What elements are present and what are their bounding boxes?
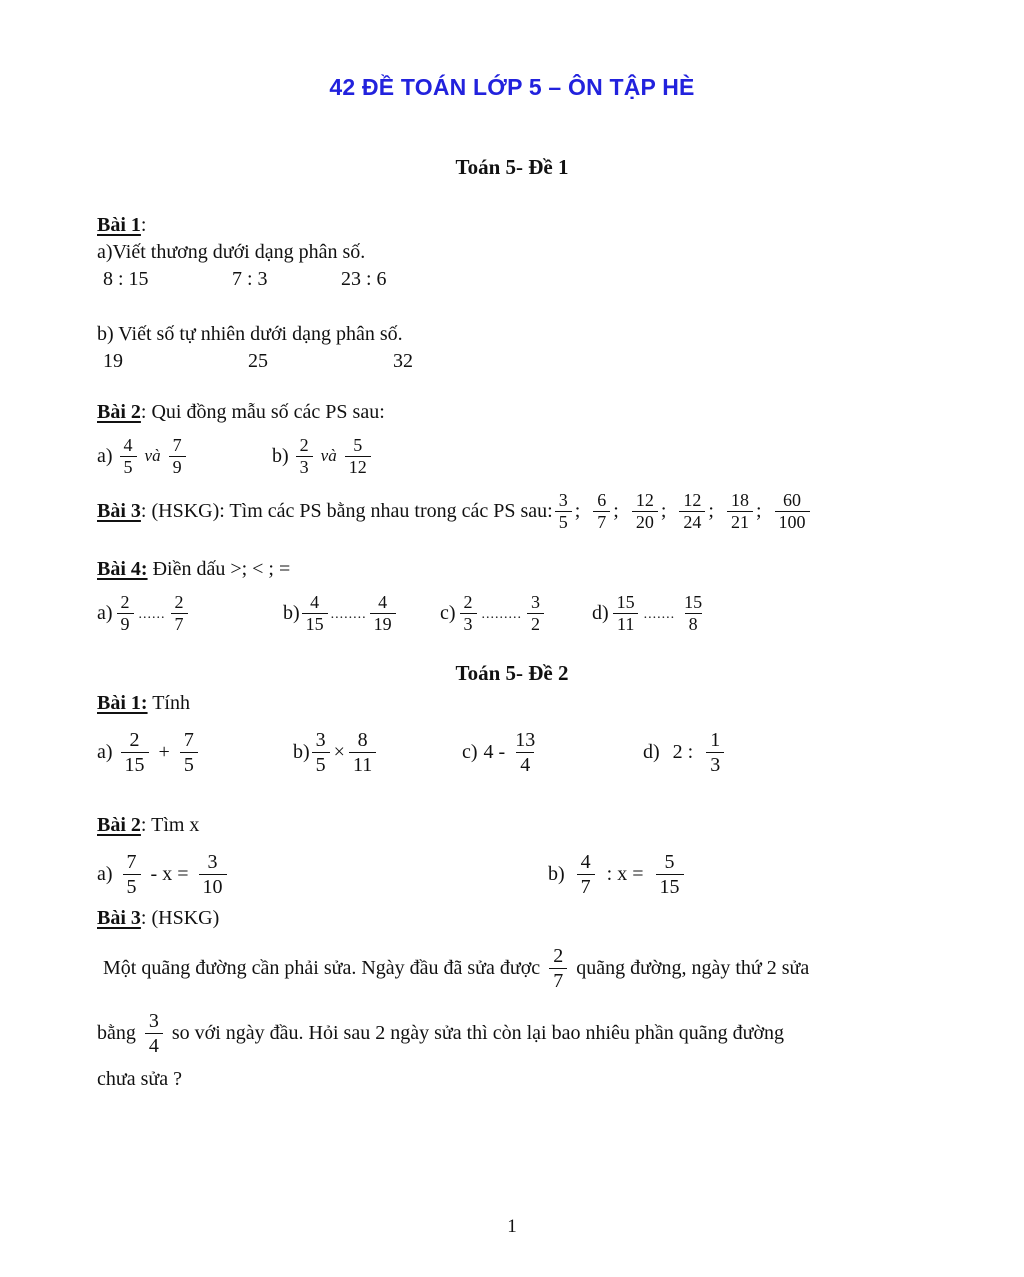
de1-bai1-label-line xyxy=(97,214,146,237)
de1-bai1-line-a: a)Viết thương dưới dạng phân số. xyxy=(97,241,366,263)
dotted-blank: ......... xyxy=(481,607,523,622)
de1-bai2-label: Bài 2 xyxy=(97,401,141,423)
de1-bai1-label: Bài 1 xyxy=(97,214,141,236)
fraction: $\frac{18}{21}$ xyxy=(727,490,753,532)
fraction: $\frac{6}{7}$ xyxy=(593,490,610,532)
equation-text: - x = xyxy=(150,862,189,885)
fraction: $\frac{5}{12}$ xyxy=(345,435,371,477)
fraction: $\frac{3}{5}$ xyxy=(312,728,330,777)
separator: ; xyxy=(708,499,714,522)
de2-bai2-group-a xyxy=(97,845,227,903)
fraction: $\frac{2}{3}$ xyxy=(460,592,477,634)
item-prefix: b) xyxy=(548,862,565,885)
de1-bai1-after-label: : xyxy=(140,214,147,236)
de2-bai1-group-b xyxy=(293,722,376,782)
fraction: $\frac{2}{9}$ xyxy=(117,592,134,634)
fraction: $\frac{1}{3}$ xyxy=(706,728,724,777)
number-item: 25 xyxy=(248,350,268,372)
de2-bai2-label-line xyxy=(97,814,199,837)
fraction: $\frac{13}{4}$ xyxy=(515,728,536,776)
de2-bai3-after-label: : (HSKG) xyxy=(140,907,220,929)
item-prefix: a) xyxy=(97,444,113,467)
operator: × xyxy=(333,740,345,763)
conjunction: và xyxy=(320,446,337,465)
separator: ; xyxy=(660,499,667,522)
de2-bai1-group-d xyxy=(643,722,724,782)
de2-bai3-label-line xyxy=(97,907,219,930)
page-number: 1 xyxy=(507,1216,517,1237)
de1-bai2-group-b xyxy=(272,430,371,482)
number-item: 19 xyxy=(103,350,123,372)
quotient-item: 8 : 15 xyxy=(103,268,149,290)
de1-bai4-after-label: Điền dấu >; < ; = xyxy=(147,558,291,580)
fraction: $\frac{3}{2}$ xyxy=(527,592,544,634)
fraction: $\frac{12}{24}$ xyxy=(679,490,705,532)
item-prefix: b) xyxy=(293,740,310,763)
fraction: $\frac{3}{4}$ xyxy=(145,1009,163,1058)
de2-heading: Toán 5- Đề 2 xyxy=(455,661,569,685)
de1-bai4-group-c xyxy=(440,587,544,639)
fraction: $\frac{2}{7}$ xyxy=(549,944,567,993)
de2-bai1-label-line xyxy=(97,692,190,715)
de1-bai2-after-label: : Qui đồng mẫu số các PS sau: xyxy=(140,401,385,423)
fraction: $\frac{3}{10}$ xyxy=(199,850,227,899)
fraction: $\frac{2}{15}$ xyxy=(121,728,149,777)
de2-bai1-group-a xyxy=(97,722,198,782)
de2-bai3-para-line1 xyxy=(103,938,809,998)
fraction: $\frac{7}{9}$ xyxy=(169,435,186,477)
de1-bai4-label: Bài 4: xyxy=(97,558,148,580)
de1-bai1-line-b: b) Viết số tự nhiên dưới dạng phân số. xyxy=(97,323,403,345)
de1-bai4-group-d xyxy=(592,587,706,639)
quotient-item: 23 : 6 xyxy=(341,268,387,290)
paragraph-text: so với ngày đầu. Hỏi sau 2 ngày sửa thì còn lại bao nhiêu phần quãng đường xyxy=(171,1021,785,1044)
fraction: $\frac{2}{3}$ xyxy=(296,435,313,477)
fraction: $\frac{7}{5}$ xyxy=(123,850,141,899)
de2-bai3-para-line2 xyxy=(97,1003,784,1063)
de2-bai3-label: Bài 3 xyxy=(97,907,141,929)
de1-bai4-group-b xyxy=(283,587,396,639)
fraction: $\frac{8}{11}$ xyxy=(349,728,376,777)
de2-bai1-group-c xyxy=(462,722,539,782)
de2-bai2-group-b xyxy=(548,845,684,903)
de2-bai2-label: Bài 2 xyxy=(97,814,141,836)
de2-bai2-after-label: : Tìm x xyxy=(140,814,200,836)
de1-bai4-group-a xyxy=(97,587,188,639)
fraction: $\frac{3}{5}$ xyxy=(555,490,572,532)
fraction: $\frac{4}{7}$ xyxy=(577,850,595,899)
de1-bai3-label: Bài 3 xyxy=(97,499,141,522)
de1-heading: Toán 5- Đề 1 xyxy=(455,155,569,179)
operator: + xyxy=(158,740,170,763)
fraction: $\frac{12}{20}$ xyxy=(632,490,658,532)
equation-text: : x = xyxy=(606,862,644,885)
item-prefix: d) xyxy=(643,740,660,763)
de2-bai1-label: Bài 1: xyxy=(97,692,148,714)
paragraph-text: bằng xyxy=(97,1021,136,1044)
fraction: $\frac{7}{5}$ xyxy=(180,728,198,777)
item-prefix: b) xyxy=(283,601,300,624)
de1-bai2-label-line xyxy=(97,401,385,424)
fraction: $\frac{15}{8}$ xyxy=(684,591,703,634)
conjunction: và xyxy=(144,446,161,465)
expression-text: 4 - xyxy=(483,740,506,763)
item-prefix: d) xyxy=(592,601,609,624)
separator: ; xyxy=(755,499,762,522)
fraction: $\frac{60}{100}$ xyxy=(775,490,810,532)
de2-bai1-after-label: Tính xyxy=(147,692,190,714)
de1-bai3-line xyxy=(97,486,810,536)
dotted-blank: ........ xyxy=(330,607,367,622)
quotient-item: 7 : 3 xyxy=(232,268,268,290)
item-prefix: a) xyxy=(97,862,113,885)
dotted-blank: ...... xyxy=(138,607,166,622)
expression-text: 2 : xyxy=(672,740,694,763)
item-prefix: c) xyxy=(440,601,456,624)
paragraph-text: quãng đường, ngày thứ 2 sửa xyxy=(576,956,810,979)
de2-bai3-para-line3: chưa sửa ? xyxy=(97,1068,182,1090)
de1-bai1-items-a xyxy=(0,268,1024,296)
item-prefix: a) xyxy=(97,601,113,624)
document-title: 42 ĐỀ TOÁN LỚP 5 – ÔN TẬP HÈ xyxy=(329,74,695,100)
de1-bai3-after-label: : (HSKG): Tìm các PS bằng nhau trong các PS sau: xyxy=(140,499,553,522)
fraction: $\frac{4}{19}$ xyxy=(370,592,396,634)
item-prefix: a) xyxy=(97,740,113,763)
number-item: 32 xyxy=(393,350,413,372)
item-prefix: b) xyxy=(272,444,289,467)
fraction: $\frac{5}{15}$ xyxy=(656,850,684,899)
fraction: $\frac{4}{5}$ xyxy=(120,435,137,477)
separator: ; xyxy=(613,499,619,522)
paragraph-text: Một quãng đường cần phải sửa. Ngày đầu đã sửa được xyxy=(103,956,541,979)
fraction: $\frac{4}{15}$ xyxy=(302,592,328,634)
separator: ; xyxy=(574,499,581,522)
item-prefix: c) xyxy=(462,740,478,763)
de1-bai2-group-a xyxy=(97,430,186,482)
fraction: $\frac{2}{7}$ xyxy=(171,592,188,634)
fraction: $\frac{15}{11}$ xyxy=(613,592,639,634)
de1-bai4-label-line xyxy=(97,558,290,581)
de1-bai1-items-b xyxy=(0,350,1024,378)
dotted-blank: ....... xyxy=(643,607,676,622)
